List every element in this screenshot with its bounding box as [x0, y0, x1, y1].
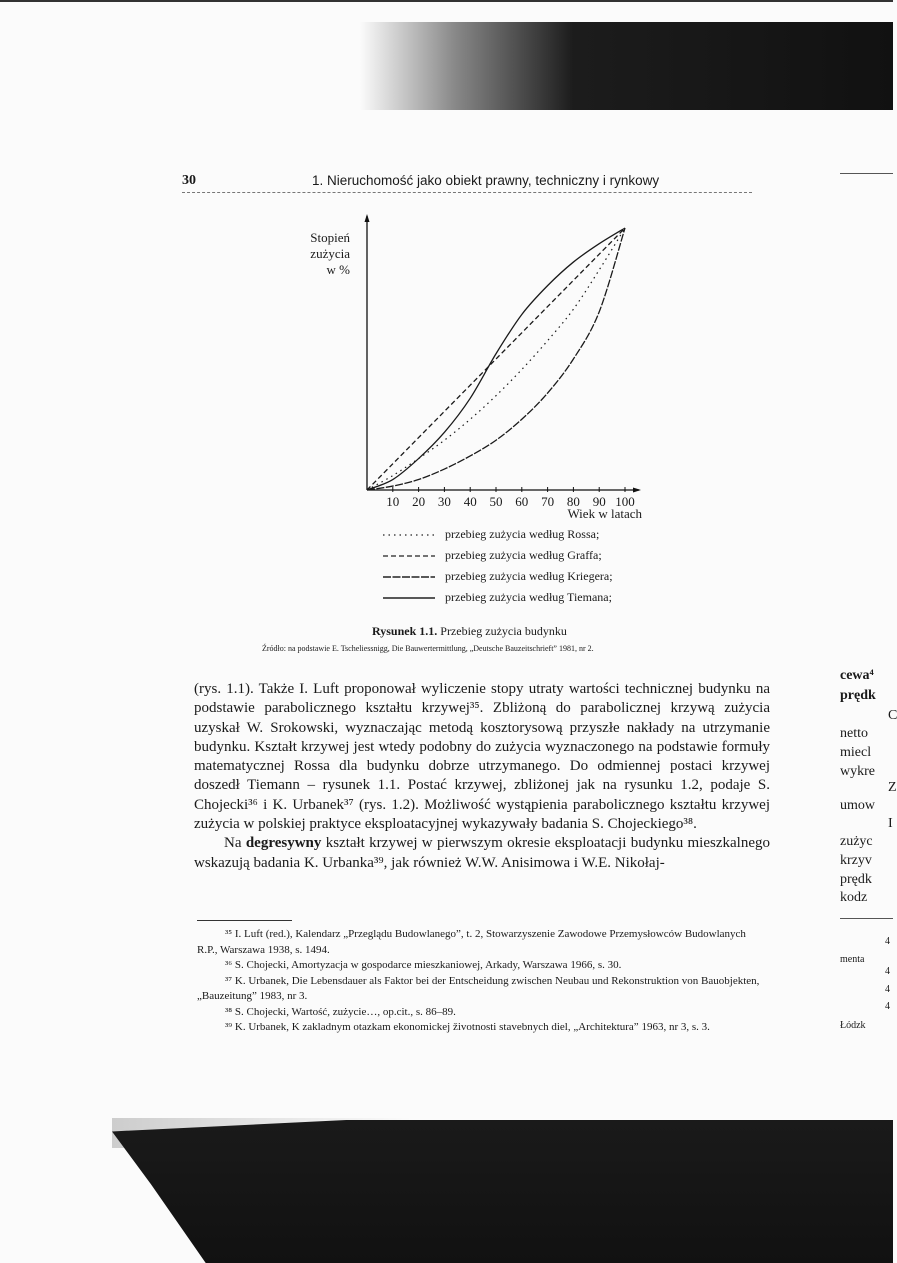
footnote: ³⁵ I. Luft (red.), Kalendarz „Przeglądu Budowlanego”, t. 2, Stowarzyszenie Zawodowe Przemysłowców Budowlanych R.P., Warszawa 1938, s. 1494.	[197, 928, 746, 956]
x-tick-label: 80	[566, 494, 580, 509]
figure-caption-text: Przebieg zużycia budynku	[437, 624, 567, 638]
legend-label: przebieg zużycia według Tiemana;	[445, 590, 612, 604]
x-tick-label: 70	[541, 494, 555, 509]
adjacent-footnote-rule	[840, 918, 893, 919]
adjacent-text: 4	[885, 936, 890, 947]
legend-item	[383, 548, 683, 569]
y-axis-arrow	[365, 214, 370, 222]
legend-swatch-dotted	[383, 531, 435, 539]
adjacent-text: krzyv	[840, 853, 872, 868]
header-rule	[182, 192, 752, 193]
x-tick-label: 100	[615, 494, 635, 509]
footnote-rule	[197, 920, 292, 921]
y-axis-label-line: zużycia	[310, 246, 350, 261]
adjacent-page-fragment	[840, 0, 897, 1263]
adjacent-text: miecl	[840, 745, 872, 760]
legend-item	[383, 590, 683, 611]
scan-shadow-bottom	[112, 1120, 893, 1263]
legend-label: przebieg zużycia według Kriegera;	[445, 569, 613, 583]
adjacent-text: umow	[840, 798, 875, 813]
scan-edge-top	[0, 0, 893, 2]
legend-item	[383, 527, 683, 548]
legend-item	[383, 569, 683, 590]
adjacent-text: Łódzk	[840, 1020, 866, 1031]
series-line-dashed	[367, 228, 625, 490]
figure-source: Źródło: na podstawie E. Tscheliessnigg, Die Bauwertermittlung, „Deutsche Bauzeitschrieft” 1981, nr 2.	[262, 644, 594, 653]
chart-legend	[383, 527, 683, 611]
page-header	[182, 173, 762, 193]
adjacent-text: cewa⁴	[840, 668, 874, 683]
paragraph-text: kształt krzywej w pierwszym okresie eksploatacji budynku mieszkalnego wskazują badania K. Urbanka³⁹, jak również W.W. Anisimowa i W.E. Nikołaj-	[194, 835, 770, 871]
x-axis-label: Wiek w latach	[567, 506, 642, 521]
x-tick-label: 30	[437, 494, 451, 509]
paragraph: (rys. 1.1). Także I. Luft proponował wyliczenie stopy utraty wartości technicznej budynku na podstawie parabolicznego kształtu krzywej³⁵. Zbliżoną do parabolicznej krzywą zużycia uzyskał W. Srokowski, wyznaczając metodą kosztorysową przyszłe nakłady na utrzymanie budynku. Kształt krzywej jest wtedy podobny do zużycia wyznaczonego na podstawie formuły matematycznej Rossa dla budynku dobrze utrzymanego. Do odmiennej postaci krzywej doszedł Tiemann – rysunek 1.1. Postać krzywej, zbliżonej jak na rysunku 1.2, podaje S. Chojecki³⁶ i K. Urbanek³⁷ (rys. 1.2). Możliwość wystąpienia parabolicznego kształtu krzywej zużycia w polskiej praktyce eksploatacyjnej wykazywały badania S. Chojeckiego³⁸.	[194, 681, 770, 833]
paragraph	[194, 834, 770, 873]
x-tick-label: 60	[515, 494, 529, 509]
adjacent-text: wykre	[840, 764, 875, 779]
adjacent-text: zużyc	[840, 834, 873, 849]
legend-swatch-dashed	[383, 552, 435, 560]
adjacent-text: 4	[885, 966, 890, 977]
legend-swatch-solid	[383, 594, 435, 602]
legend-label: przebieg zużycia według Graffa;	[445, 548, 602, 562]
scan-shadow-top	[360, 22, 893, 110]
figure-caption-label: Rysunek 1.1.	[372, 624, 438, 638]
wear-curve-chart	[290, 210, 660, 525]
y-axis-label	[290, 230, 350, 278]
adjacent-text: C	[888, 708, 897, 723]
footnote: ³⁸ S. Chojecki, Wartość, zużycie…, op.cit., s. 86–89.	[225, 1005, 456, 1018]
page-number: 30	[182, 173, 196, 188]
paragraph-text: Na	[224, 835, 246, 852]
running-head: 1. Nieruchomość jako obiekt prawny, techniczny i rynkowy	[312, 173, 660, 188]
x-tick-label: 90	[592, 494, 606, 509]
x-tick-label: 50	[489, 494, 503, 509]
footnote: ³⁷ K. Urbanek, Die Lebensdauer als Faktor bei der Entscheidung zwischen Neubau und Rekonstruktion von Bauobjekten, „Bauzeitung” 1983, nr 3.	[197, 974, 760, 1002]
footnotes	[197, 927, 769, 1036]
adjacent-header-rule	[840, 173, 893, 174]
legend-swatch-longdash	[383, 573, 435, 581]
adjacent-text: prędk	[840, 872, 872, 887]
y-axis-label-line: Stopień	[310, 230, 350, 245]
x-tick-label: 40	[463, 494, 477, 509]
x-tick-label: 10	[386, 494, 400, 509]
adjacent-text: 4	[885, 1001, 890, 1012]
adjacent-text: netto	[840, 726, 868, 741]
adjacent-text: prędk	[840, 688, 876, 703]
footnote: ³⁶ S. Chojecki, Amortyzacja w gospodarce mieszkaniowej, Arkady, Warszawa 1966, s. 30.	[225, 959, 622, 971]
legend-label: przebieg zużycia według Rossa;	[445, 527, 600, 541]
adjacent-text: 4	[885, 984, 890, 995]
x-tick-label: 20	[412, 494, 426, 509]
body-text	[194, 680, 770, 873]
adjacent-text: menta	[840, 954, 865, 965]
y-axis-label-line: w %	[326, 262, 350, 277]
adjacent-text: Z	[888, 780, 897, 795]
figure-caption	[372, 624, 567, 639]
x-axis-arrow	[633, 488, 641, 493]
footnote: ³⁹ K. Urbanek, K zakladnym otazkam ekonomickej životnosti stavebnych diel, „Architektura” 1963, nr 3, s. 3.	[225, 1021, 710, 1033]
adjacent-text: I	[888, 816, 893, 831]
emphasis: degresywny	[245, 835, 322, 852]
adjacent-text: kodz	[840, 890, 868, 905]
